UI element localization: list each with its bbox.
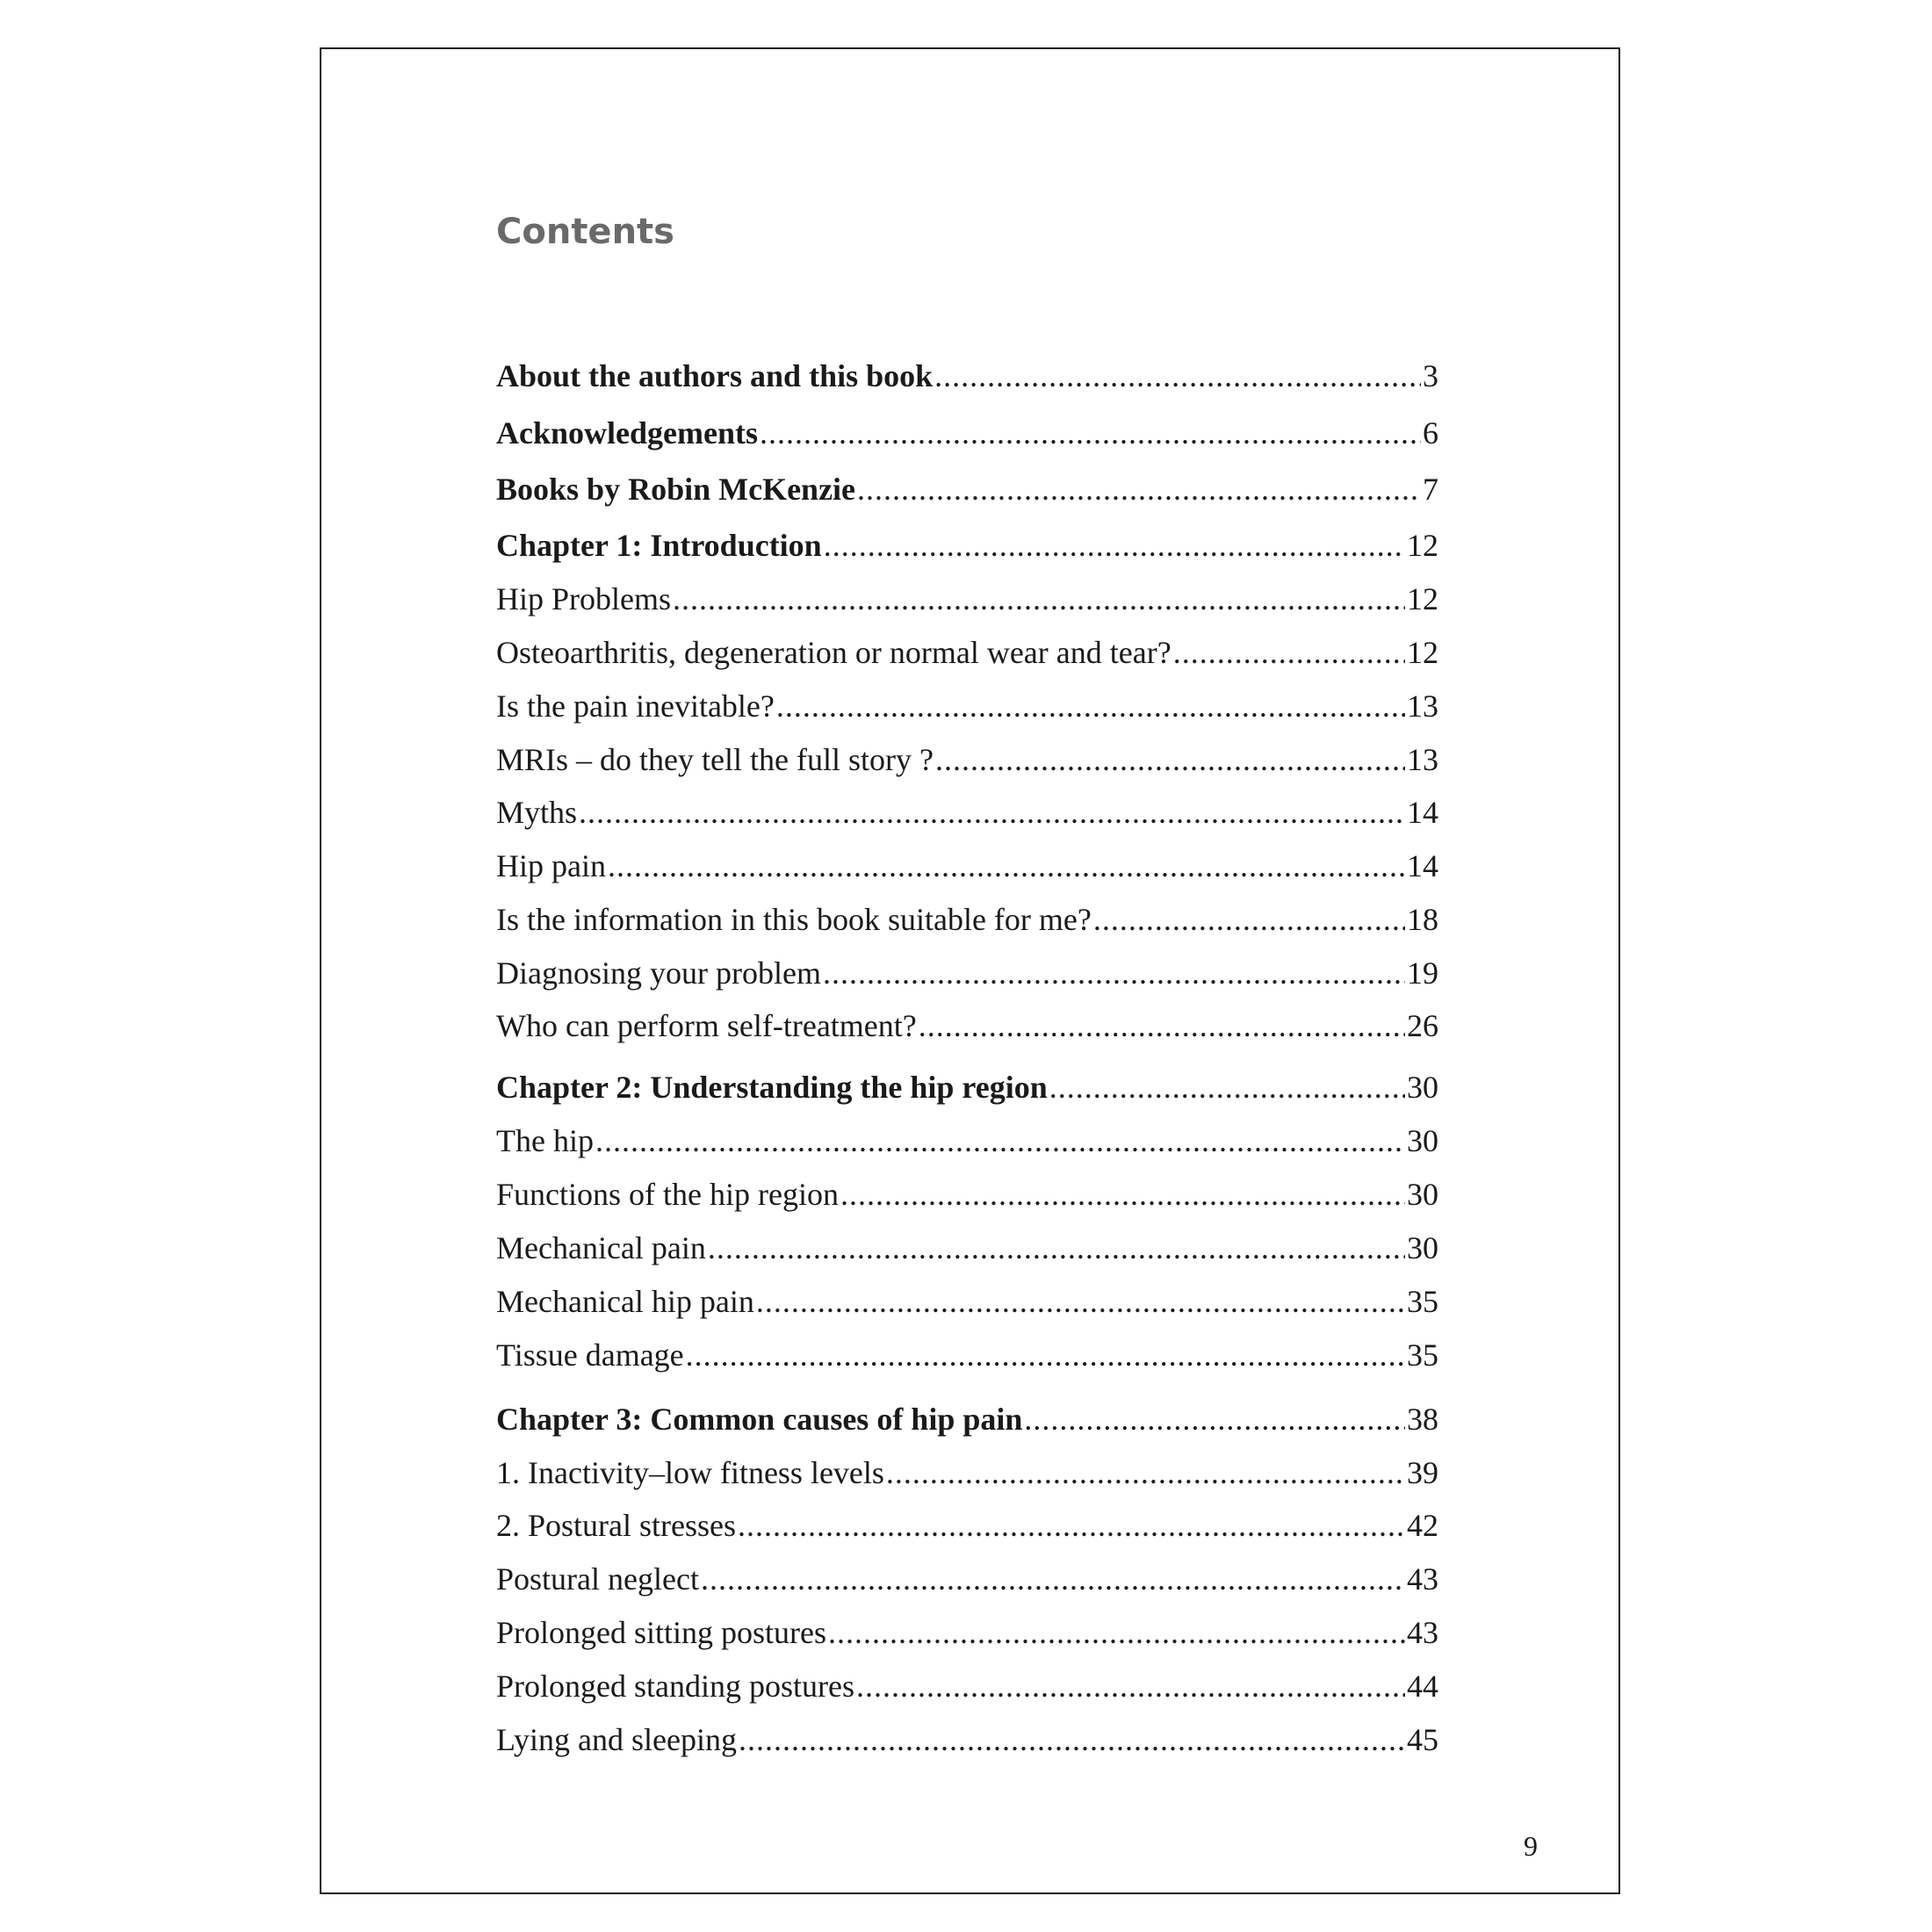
toc-dot-leader bbox=[595, 1121, 1405, 1161]
toc-entry-label: Lying and sleeping bbox=[496, 1722, 737, 1757]
toc-entry-page: 12 bbox=[1407, 635, 1438, 670]
toc-dot-leader bbox=[935, 739, 1405, 780]
toc-dot-leader bbox=[579, 792, 1405, 833]
toc-entry-page: 13 bbox=[1407, 688, 1438, 724]
toc-dot-leader bbox=[886, 1453, 1405, 1493]
toc-entry-page: 30 bbox=[1407, 1177, 1438, 1212]
toc-dot-leader bbox=[1173, 632, 1405, 673]
toc-section-entry bbox=[496, 356, 1438, 396]
toc-entry-page: 43 bbox=[1407, 1615, 1438, 1650]
toc-entry bbox=[496, 1453, 1438, 1493]
toc-dot-leader bbox=[673, 579, 1405, 619]
toc-section-entry bbox=[496, 469, 1438, 509]
toc-entry-label: 2. Postural stresses bbox=[496, 1508, 736, 1543]
toc-entry-label: Who can perform self-treatment? bbox=[496, 1008, 917, 1043]
toc-entry-label: Mechanical pain bbox=[496, 1230, 706, 1265]
toc-entry-page: 44 bbox=[1407, 1669, 1438, 1704]
toc-entry-label: Prolonged sitting postures bbox=[496, 1615, 826, 1650]
toc-entry bbox=[496, 899, 1438, 940]
toc-section-entry bbox=[496, 413, 1438, 453]
contents-heading: Contents bbox=[496, 212, 674, 252]
toc-dot-leader bbox=[919, 1006, 1405, 1046]
toc-entry-label: Functions of the hip region bbox=[496, 1177, 839, 1212]
toc-entry-label: Chapter 3: Common causes of hip pain bbox=[496, 1402, 1023, 1437]
toc-entry-label: Acknowledgements bbox=[496, 415, 758, 451]
toc-entry-label: About the authors and this book bbox=[496, 358, 934, 393]
toc-entry bbox=[496, 632, 1438, 673]
toc-dot-leader bbox=[776, 686, 1405, 726]
toc-entry-page: 35 bbox=[1407, 1284, 1438, 1319]
toc-entry-label: MRIs – do they tell the full story ? bbox=[496, 742, 934, 777]
toc-entry-page: 19 bbox=[1407, 955, 1438, 991]
toc-dot-leader bbox=[840, 1174, 1405, 1215]
toc-entry-label: Postural neglect bbox=[496, 1561, 699, 1597]
toc-entry-page: 3 bbox=[1423, 358, 1438, 393]
toc-entry bbox=[496, 1281, 1438, 1322]
toc-entry bbox=[496, 1006, 1438, 1046]
toc-dot-leader bbox=[857, 469, 1421, 509]
toc-entry-label: Books by Robin McKenzie bbox=[496, 472, 856, 507]
toc-entry-page: 12 bbox=[1407, 528, 1438, 563]
toc-entry bbox=[496, 1666, 1438, 1706]
toc-dot-leader bbox=[708, 1228, 1405, 1268]
toc-entry-label: Tissue damage bbox=[496, 1337, 684, 1373]
toc-entry bbox=[496, 1335, 1438, 1375]
toc-entry bbox=[496, 1612, 1438, 1653]
toc-dot-leader bbox=[934, 356, 1421, 396]
toc-entry bbox=[496, 1505, 1438, 1546]
toc-entry bbox=[496, 792, 1438, 833]
toc-entry-label: Chapter 1: Introduction bbox=[496, 528, 822, 563]
toc-entry-page: 6 bbox=[1423, 415, 1438, 451]
toc-entry-page: 42 bbox=[1407, 1508, 1438, 1543]
toc-entry-page: 13 bbox=[1407, 742, 1438, 777]
toc-entry bbox=[496, 739, 1438, 780]
toc-entry-label: Chapter 2: Understanding the hip region bbox=[496, 1070, 1048, 1105]
toc-section-entry bbox=[496, 1067, 1438, 1107]
toc-entry-label: Is the information in this book suitable for me? bbox=[496, 902, 1092, 937]
toc-dot-leader bbox=[686, 1335, 1405, 1375]
toc-entry-page: 18 bbox=[1407, 902, 1438, 937]
toc-dot-leader bbox=[701, 1559, 1405, 1599]
toc-entry bbox=[496, 953, 1438, 993]
toc-entry-label: The hip bbox=[496, 1123, 594, 1158]
toc-entry bbox=[496, 1559, 1438, 1599]
toc-entry-label: Hip pain bbox=[496, 848, 606, 883]
toc-entry bbox=[496, 1228, 1438, 1268]
toc-entry-label: Diagnosing your problem bbox=[496, 955, 821, 991]
toc-entry-label: Prolonged standing postures bbox=[496, 1669, 854, 1704]
toc-dot-leader bbox=[608, 846, 1405, 886]
toc-entry bbox=[496, 1121, 1438, 1161]
toc-entry bbox=[496, 1174, 1438, 1215]
toc-dot-leader bbox=[824, 525, 1405, 566]
toc-dot-leader bbox=[828, 1612, 1405, 1653]
toc-entry-label: Hip Problems bbox=[496, 581, 672, 616]
toc-entry-page: 30 bbox=[1407, 1230, 1438, 1265]
toc-dot-leader bbox=[856, 1666, 1405, 1706]
toc-entry-page: 12 bbox=[1407, 581, 1438, 616]
toc-entry bbox=[496, 1719, 1438, 1760]
toc-entry-page: 35 bbox=[1407, 1337, 1438, 1373]
toc-entry-label: Mechanical hip pain bbox=[496, 1284, 754, 1319]
toc-entry-page: 30 bbox=[1407, 1070, 1438, 1105]
toc-section-entry bbox=[496, 525, 1438, 566]
toc-entry-label: Is the pain inevitable? bbox=[496, 688, 775, 724]
toc-entry-page: 26 bbox=[1407, 1008, 1438, 1043]
toc-dot-leader bbox=[760, 413, 1421, 453]
toc-entry bbox=[496, 686, 1438, 726]
toc-entry-page: 43 bbox=[1407, 1561, 1438, 1597]
toc-entry-label: 1. Inactivity–low fitness levels bbox=[496, 1455, 884, 1490]
toc-entry-page: 30 bbox=[1407, 1123, 1438, 1158]
toc-dot-leader bbox=[756, 1281, 1405, 1322]
toc-dot-leader bbox=[1093, 899, 1405, 940]
toc-entry-page: 38 bbox=[1407, 1402, 1438, 1437]
book-page bbox=[320, 47, 1620, 1894]
toc-entry bbox=[496, 846, 1438, 886]
toc-dot-leader bbox=[823, 953, 1405, 993]
toc-section-entry bbox=[496, 1399, 1438, 1439]
toc-entry-label: Myths bbox=[496, 795, 578, 830]
toc-entry-page: 39 bbox=[1407, 1455, 1438, 1490]
toc-entry-page: 14 bbox=[1407, 795, 1438, 830]
toc-dot-leader bbox=[1049, 1067, 1405, 1107]
toc-dot-leader bbox=[738, 1505, 1405, 1546]
toc-dot-leader bbox=[739, 1719, 1405, 1760]
toc-entry-page: 7 bbox=[1423, 472, 1438, 507]
toc-entry bbox=[496, 579, 1438, 619]
toc-entry-page: 14 bbox=[1407, 848, 1438, 883]
page-number: 9 bbox=[1524, 1830, 1538, 1862]
toc-dot-leader bbox=[1024, 1399, 1405, 1439]
toc-entry-label: Osteoarthritis, degeneration or normal wear and tear? bbox=[496, 635, 1171, 670]
toc-entry-page: 45 bbox=[1407, 1722, 1438, 1757]
